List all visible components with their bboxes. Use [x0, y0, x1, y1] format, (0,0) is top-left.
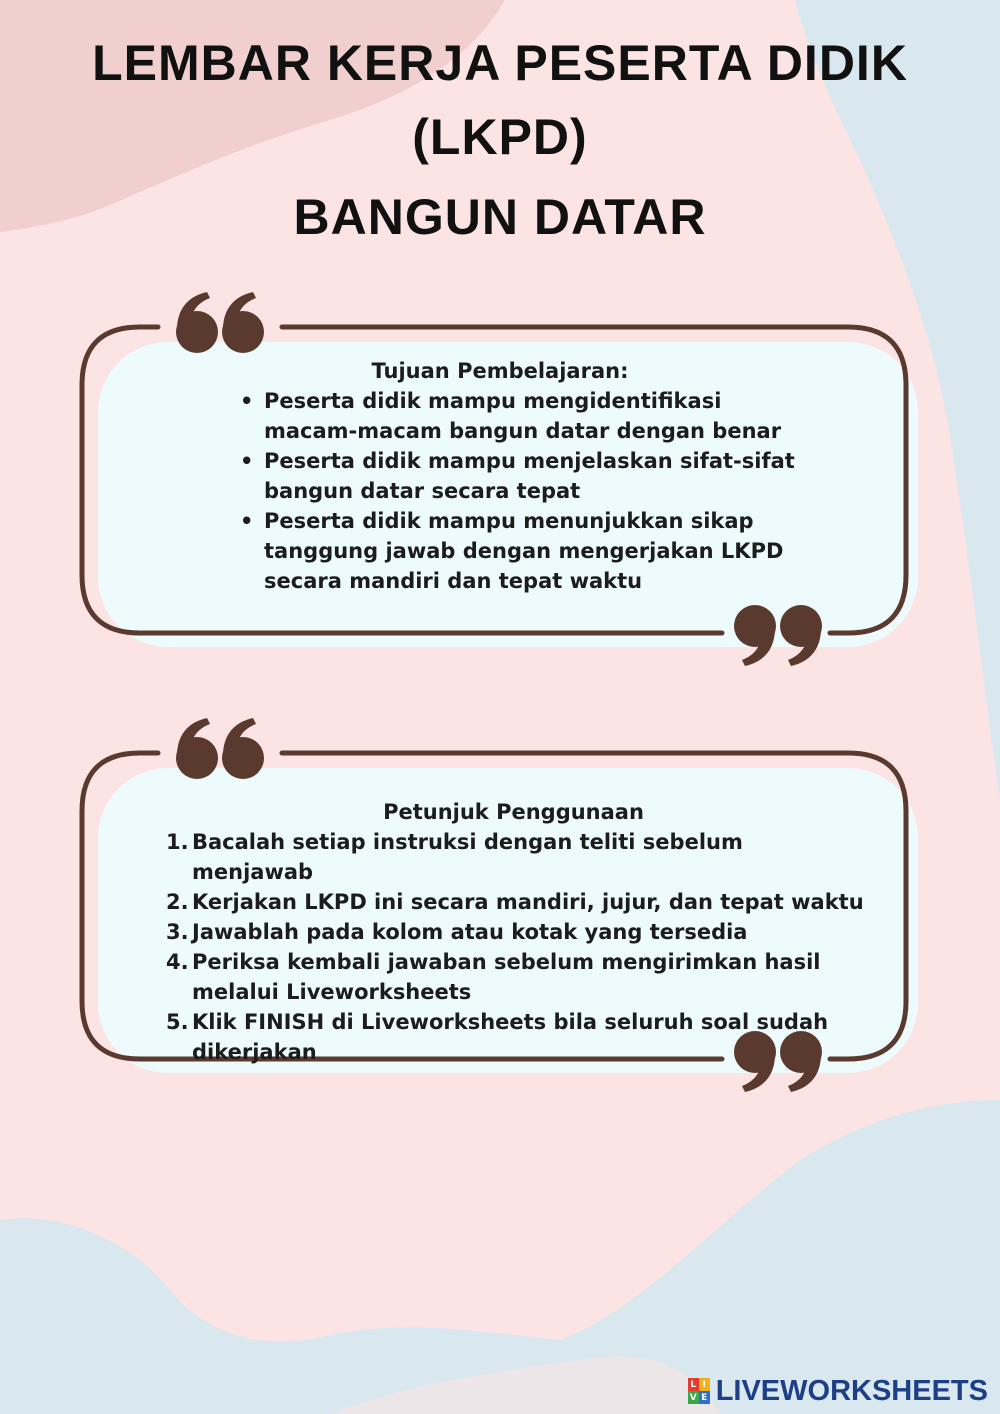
instructions-heading: Petunjuk Penggunaan [383, 800, 644, 824]
objectives-heading: Tujuan Pembelajaran: [371, 359, 629, 383]
list-item: 1. Bacalah setiap instruksi dengan teliti sebelum menjawab [166, 830, 743, 884]
instructions-list [166, 827, 866, 1067]
list-item: • Peserta didik mampu menunjukkan sikap tanggung jawab dengan mengerjakan LKPD secara mandiri dan tepat waktu [240, 506, 800, 596]
list-item: • Peserta didik mampu menjelaskan sifat-sifat bangun datar secara tepat [240, 446, 800, 506]
title-line-2: (LKPD) [412, 109, 588, 165]
brand-name: LIVEWORKSHEETS [715, 1374, 988, 1407]
open-quote-icon [175, 716, 267, 780]
list-item: 5. Klik FINISH di Liveworksheets bila seluruh soal sudah dikerjakan [166, 1010, 829, 1064]
list-item: 3. Jawablah pada kolom atau kotak yang tersedia [166, 920, 748, 944]
list-item: • Peserta didik mampu mengidentifikasi macam-macam bangun datar dengan benar [240, 386, 800, 446]
liveworksheets-brand[interactable] [688, 1374, 988, 1408]
list-item: 4. Periksa kembali jawaban sebelum mengirimkan hasil melalui Liveworksheets [166, 950, 821, 1004]
list-item: 2. Kerjakan LKPD ini secara mandiri, jujur, dan tepat waktu [166, 890, 864, 914]
title-line-1: LEMBAR KERJA PESERTA DIDIK [92, 35, 908, 91]
liveworksheets-logo-icon: L I V E [688, 1378, 710, 1404]
instructions-content [166, 797, 866, 1067]
title-line-3: BANGUN DATAR [293, 189, 707, 245]
bottom-blue-blob [0, 1100, 1000, 1414]
